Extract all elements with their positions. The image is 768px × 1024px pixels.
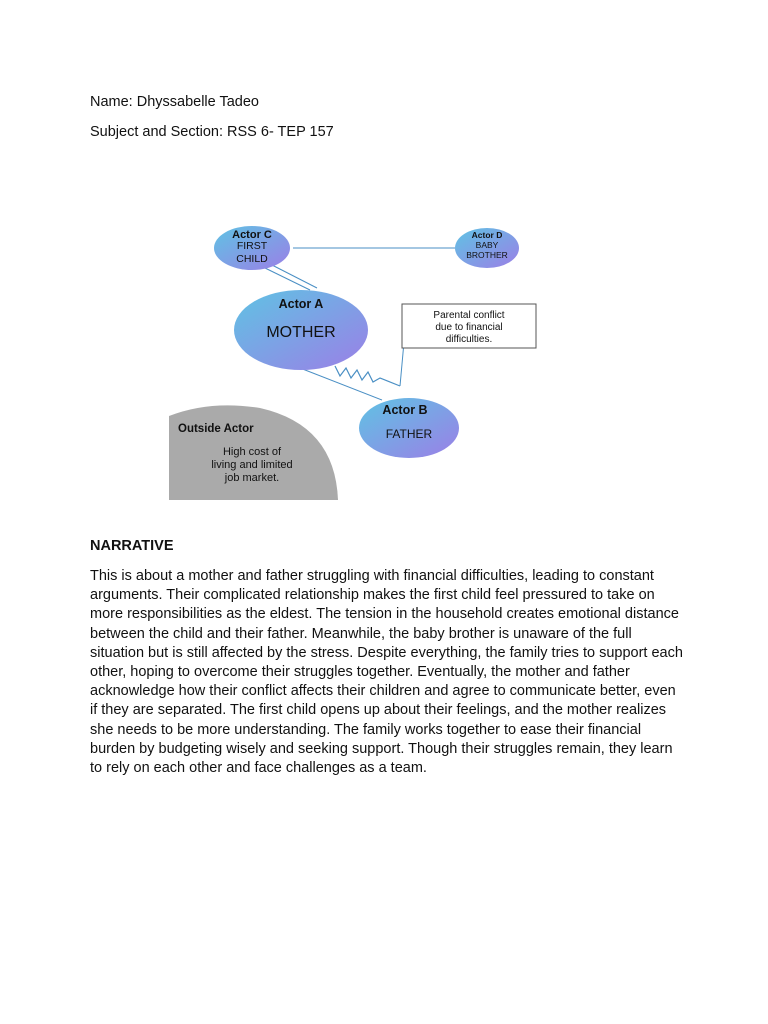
actor-c-line1: FIRST — [236, 240, 268, 252]
actor-c-line2: CHILD — [236, 253, 268, 265]
actor-d-line1: BABY — [475, 240, 499, 250]
actor-a-label: MOTHER — [266, 324, 336, 341]
ecomap-diagram — [160, 220, 540, 505]
actor-b-title: Actor B — [382, 403, 428, 417]
outside-actor-node — [169, 405, 338, 500]
conflict-zigzag-link — [335, 366, 400, 386]
outside-actor-line3: job market. — [224, 472, 280, 484]
actor-b-label: FATHER — [385, 427, 433, 441]
outside-actor-title: Outside Actor — [178, 423, 254, 435]
outside-actor-line1: High cost of — [222, 446, 282, 458]
actor-c-title: Actor C — [232, 229, 272, 241]
link-mother-father-a — [300, 368, 382, 400]
actor-c-node — [214, 226, 290, 270]
actor-b-node — [359, 398, 459, 458]
subject-section: Subject and Section: RSS 6- TEP 157 — [90, 124, 334, 140]
outside-actor-line2: living and limited — [211, 459, 293, 471]
student-name: Name: Dhyssabelle Tadeo — [90, 94, 259, 110]
conflict-note — [402, 304, 536, 348]
narrative-heading: NARRATIVE — [90, 538, 174, 554]
actor-a-title: Actor A — [278, 297, 324, 311]
conflict-note-line1: Parental conflict — [433, 310, 505, 321]
actor-d-title: Actor D — [471, 230, 503, 240]
narrative-paragraph: This is about a mother and father struggling with financial difficulties, leading to constant arguments. Their complicated relationship makes the first child feel pressured to take on more responsibilities as the eldest. The tension in the household creates emotional distance between the child and their father. Meanwhile, the baby brother is unaware of the full situation but is still affected by the stress. Despite everything, the family tries to support each other, hoping to overcome their struggles together. Eventually, the mother and father acknowledge how their conflict affects their children and agree to communicate better, even if they are separated. The first child opens up about their feelings, and the mother realizes she needs to be more understanding. The family works together to ease their financial burden by budgeting wisely and seeking support. Though their struggles remain, they learn to rely on each other and face challenges as a team. — [90, 568, 683, 777]
link-child-mother-a — [265, 268, 310, 290]
conflict-note-line3: difficulties. — [445, 334, 493, 345]
conflict-note-line2: due to financial — [435, 322, 503, 333]
note-pointer-line — [400, 342, 404, 386]
actor-d-line2: BROTHER — [466, 250, 508, 260]
link-child-mother-b — [272, 265, 317, 288]
actor-a-node — [234, 290, 368, 370]
actor-d-node — [455, 228, 519, 268]
